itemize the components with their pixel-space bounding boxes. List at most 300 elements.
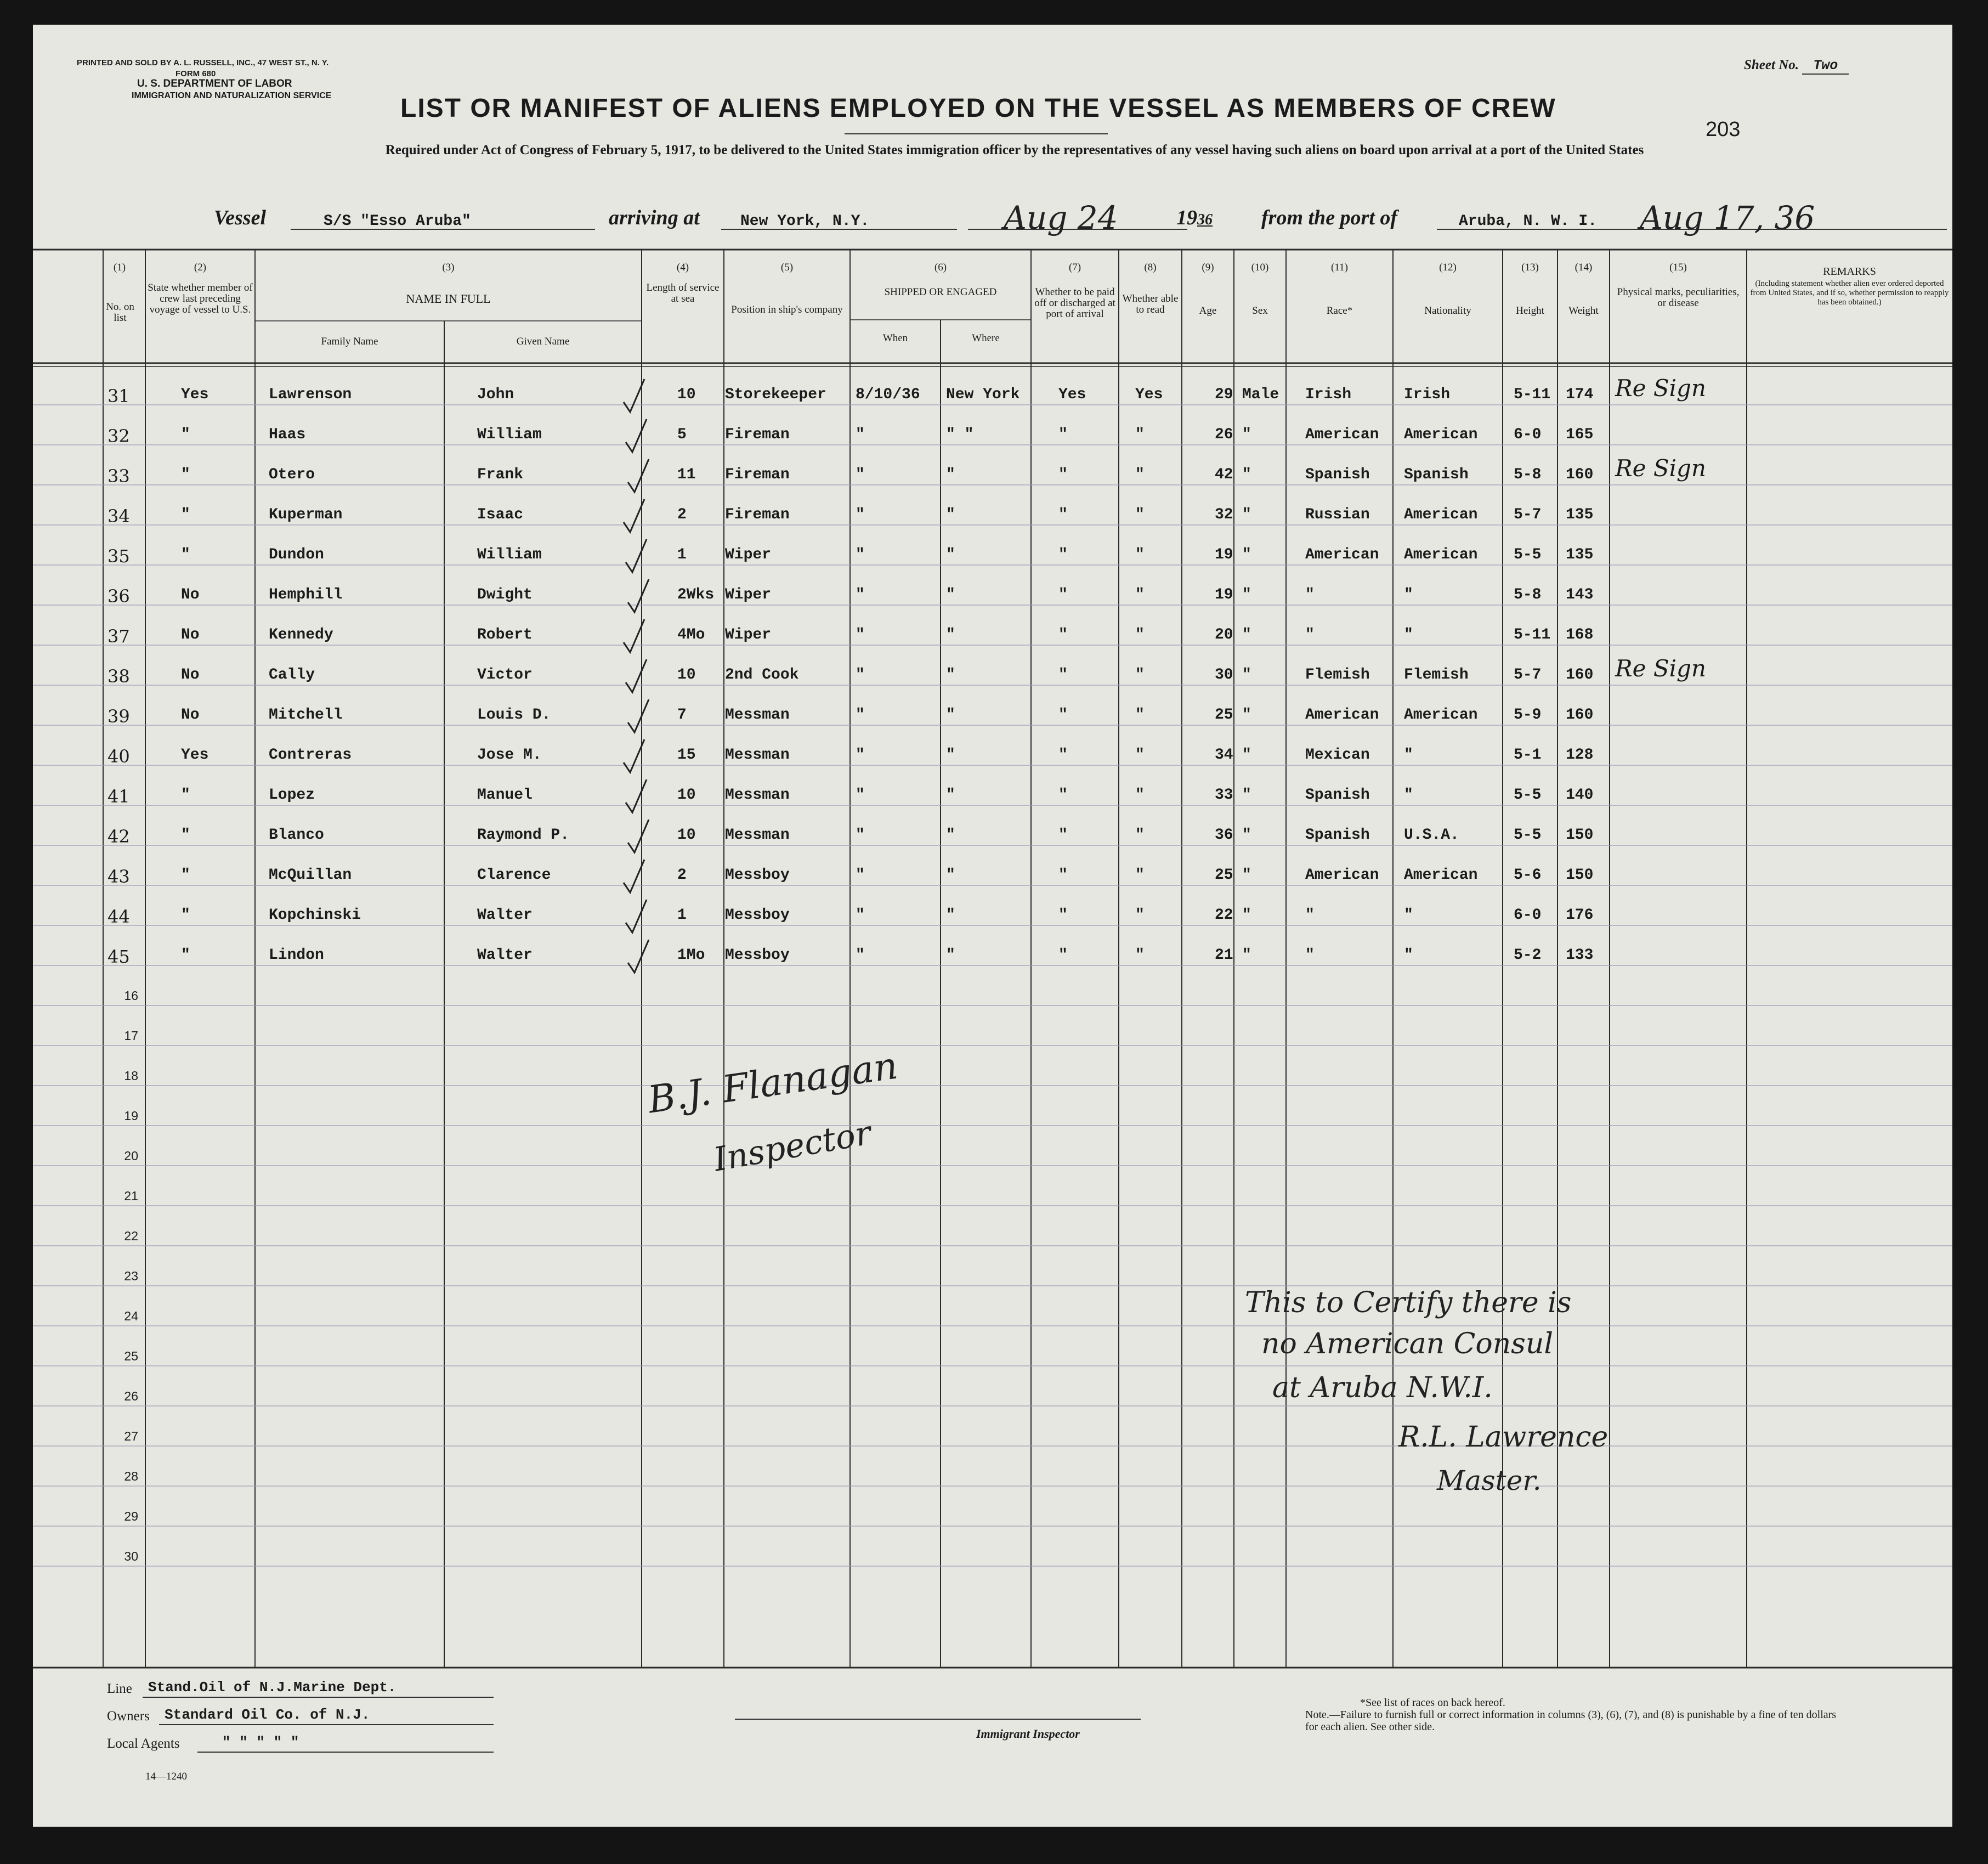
cell-given-name: Manuel — [477, 787, 533, 804]
row-number: 21 — [124, 1189, 138, 1203]
cell-sex: " — [1242, 586, 1251, 603]
cell-sex: " — [1242, 787, 1251, 804]
cell-shipped-where: " — [946, 707, 955, 724]
cell-shipped-when: 8/10/36 — [856, 386, 920, 403]
col-3-header: NAME IN FULL — [406, 292, 491, 306]
col-13-header: Height — [1516, 305, 1544, 317]
cell-paid-off: " — [1058, 666, 1068, 684]
cell-previous-voyage: No — [181, 586, 200, 603]
cell-paid-off: " — [1058, 787, 1068, 804]
master-signature: R.L. Lawrence — [1398, 1421, 1608, 1454]
cell-position: Messman — [725, 707, 790, 724]
sheet-value: Two — [1802, 58, 1849, 75]
cell-shipped-where: New York — [946, 386, 1020, 403]
cell-family-name: Kopchinski — [269, 907, 361, 924]
cell-family-name: Lindon — [269, 947, 324, 964]
cell-shipped-when: " — [856, 586, 865, 603]
page-number: 203 — [1706, 118, 1741, 141]
row-number: 24 — [124, 1309, 138, 1323]
col-14-header: Weight — [1568, 305, 1599, 317]
cell-height: 5-5 — [1514, 787, 1542, 804]
row-number: 25 — [124, 1349, 138, 1363]
cell-previous-voyage: Yes — [181, 386, 209, 403]
cell-nationality: Spanish — [1404, 466, 1469, 483]
cell-age: 30 — [1215, 666, 1233, 684]
cell-previous-voyage: " — [181, 827, 190, 844]
cell-family-name: Contreras — [269, 747, 352, 764]
cell-physical-marks: Re Sign — [1615, 455, 1706, 482]
cell-height: 6-0 — [1514, 426, 1542, 443]
check-mark-icon — [628, 579, 649, 612]
cell-nationality: Flemish — [1404, 666, 1469, 684]
cell-sex: " — [1242, 947, 1251, 964]
cell-paid-off: " — [1058, 747, 1068, 764]
cell-family-name: Otero — [269, 466, 315, 483]
immigrant-inspector-label: Immigrant Inspector — [976, 1727, 1080, 1741]
row-number: 37 — [107, 626, 130, 647]
cell-race: " — [1305, 586, 1315, 603]
cell-paid-off: " — [1058, 907, 1068, 924]
penalty-note: Note.—Failure to furnish full or correct information in columns (3), (6), (7), and (8) is punishable by a fine of ten dollars for each alien. See other side. — [1305, 1709, 1837, 1733]
col-10-number: (10) — [1251, 262, 1269, 273]
cell-age: 29 — [1215, 386, 1233, 403]
cell-age: 36 — [1215, 827, 1233, 844]
master-title: Master. — [1437, 1465, 1542, 1496]
cell-service-length: 1 — [677, 546, 687, 563]
row-number: 36 — [107, 586, 130, 607]
cell-previous-voyage: " — [181, 426, 190, 443]
cell-paid-off: Yes — [1058, 386, 1086, 403]
page-title: LIST OR MANIFEST OF ALIENS EMPLOYED ON THE VESSEL AS MEMBERS OF CREW — [400, 94, 1556, 123]
col-12-header: Nationality — [1424, 305, 1471, 317]
line-value: Stand.Oil of N.J.Marine Dept. — [148, 1679, 397, 1696]
cell-sex: " — [1242, 747, 1251, 764]
cell-able-to-read: " — [1135, 947, 1145, 964]
cell-position: Messman — [725, 747, 790, 764]
cell-shipped-where: " — [946, 666, 955, 684]
col-8-header: Whether able to read — [1122, 293, 1179, 315]
requirement-text: Required under Act of Congress of February 5, 1917, to be delivered to the United States immigration officer by the representatives of any vessel having such aliens on board upon arrival at a port of the United States — [385, 143, 1644, 157]
cell-shipped-when: " — [856, 907, 865, 924]
cell-family-name: Dundon — [269, 546, 324, 563]
col-6-header: SHIPPED OR ENGAGED — [884, 286, 997, 298]
cell-given-name: Jose M. — [477, 747, 542, 764]
when-header: When — [882, 332, 908, 344]
cell-paid-off: " — [1058, 546, 1068, 563]
cell-shipped-where: " — [946, 626, 955, 643]
remarks-subheader: (Including statement whether alien ever ordered deported from United States, and if so, whether permission to reapply has been obtained.) — [1750, 279, 1949, 307]
row-number: 38 — [107, 666, 130, 687]
cell-height: 5-5 — [1514, 827, 1542, 844]
cell-shipped-when: " — [856, 466, 865, 483]
row-number: 18 — [124, 1069, 138, 1083]
check-mark-icon — [628, 940, 649, 973]
cell-paid-off: " — [1058, 426, 1068, 443]
cell-height: 5-6 — [1514, 867, 1542, 884]
cell-position: Fireman — [725, 466, 790, 483]
inspector-signature: B.J. Flanagan — [645, 1044, 900, 1122]
col-13-number: (13) — [1521, 262, 1539, 273]
cell-nationality: " — [1404, 626, 1413, 643]
cell-height: 5-5 — [1514, 546, 1542, 563]
cell-height: 5-8 — [1514, 466, 1542, 483]
cell-shipped-where: " — [946, 586, 955, 603]
check-mark-icon — [626, 780, 647, 812]
cell-age: 22 — [1215, 907, 1233, 924]
cell-sex: " — [1242, 506, 1251, 523]
cell-nationality: American — [1404, 707, 1478, 724]
cell-sex: " — [1242, 426, 1251, 443]
cell-height: 5-11 — [1514, 386, 1551, 403]
row-number: 26 — [124, 1389, 138, 1403]
cell-sex: " — [1242, 867, 1251, 884]
row-number: 35 — [107, 546, 130, 567]
cell-race: " — [1305, 626, 1315, 643]
cell-sex: " — [1242, 707, 1251, 724]
cell-nationality: " — [1404, 747, 1413, 764]
cell-previous-voyage: " — [181, 947, 190, 964]
col-11-header: Race* — [1326, 305, 1353, 317]
where-header: Where — [972, 332, 1000, 344]
cell-nationality: U.S.A. — [1404, 827, 1459, 844]
col-2-header: State whether member of crew last preceding voyage of vessel to U.S. — [148, 282, 253, 315]
cell-nationality: American — [1404, 506, 1478, 523]
cell-shipped-where: " — [946, 907, 955, 924]
arriving-value: New York, N.Y. — [740, 213, 870, 230]
cell-shipped-where: " — [946, 787, 955, 804]
cell-service-length: 2Wks — [677, 586, 715, 603]
row-number: 40 — [107, 746, 130, 767]
row-number: 43 — [107, 866, 130, 887]
cell-able-to-read: " — [1135, 827, 1145, 844]
cell-weight: 168 — [1566, 626, 1594, 643]
cell-family-name: Blanco — [269, 827, 324, 844]
line-label: Line — [107, 1681, 132, 1696]
check-mark-icon — [626, 659, 647, 692]
row-number: 23 — [124, 1269, 138, 1283]
cell-position: 2nd Cook — [725, 666, 799, 684]
cell-weight: 165 — [1566, 426, 1594, 443]
cell-nationality: " — [1404, 947, 1413, 964]
cell-weight: 133 — [1566, 947, 1594, 964]
row-number: 17 — [124, 1029, 138, 1043]
cell-position: Fireman — [725, 426, 790, 443]
cell-given-name: Louis D. — [477, 707, 551, 724]
cell-paid-off: " — [1058, 586, 1068, 603]
col-5-number: (5) — [780, 262, 794, 273]
col-12-number: (12) — [1439, 262, 1457, 273]
cell-shipped-when: " — [856, 947, 865, 964]
cell-given-name: Clarence — [477, 867, 551, 884]
row-number: 19 — [124, 1109, 138, 1123]
cell-able-to-read: " — [1135, 586, 1145, 603]
cell-nationality: American — [1404, 546, 1478, 563]
cell-race: " — [1305, 947, 1315, 964]
cell-position: Fireman — [725, 506, 790, 523]
cell-race: Mexican — [1305, 747, 1370, 764]
cell-weight: 140 — [1566, 787, 1594, 804]
service: IMMIGRATION AND NATURALIZATION SERVICE — [132, 91, 332, 100]
cell-paid-off: " — [1058, 707, 1068, 724]
cell-shipped-when: " — [856, 546, 865, 563]
cell-sex: " — [1242, 546, 1251, 563]
printer-credit: PRINTED AND SOLD BY A. L. RUSSELL, INC., 47 WEST ST., N. Y. — [77, 58, 329, 67]
cell-sex: " — [1242, 666, 1251, 684]
row-number: 34 — [107, 506, 130, 527]
cell-weight: 160 — [1566, 707, 1594, 724]
cell-position: Wiper — [725, 586, 772, 603]
owners-blank — [159, 1724, 494, 1725]
cell-previous-voyage: " — [181, 466, 190, 483]
cell-physical-marks: Re Sign — [1615, 375, 1706, 402]
cell-nationality: Irish — [1404, 386, 1451, 403]
cell-sex: Male — [1242, 386, 1279, 403]
cell-able-to-read: " — [1135, 426, 1145, 443]
cell-service-length: 10 — [677, 666, 696, 684]
cell-shipped-where: " — [946, 546, 955, 563]
cell-shipped-when: " — [856, 707, 865, 724]
col-9-number: (9) — [1202, 262, 1214, 273]
check-mark-icon — [628, 699, 649, 732]
col-5-header: Position in ship's company — [731, 304, 843, 315]
cell-service-length: 10 — [677, 386, 696, 403]
cell-position: Messboy — [725, 907, 790, 924]
cell-given-name: William — [477, 426, 542, 443]
cell-service-length: 7 — [677, 707, 687, 724]
cell-shipped-when: " — [856, 787, 865, 804]
cell-previous-voyage: No — [181, 666, 200, 684]
cell-age: 19 — [1215, 546, 1233, 563]
row-number: 42 — [107, 826, 130, 847]
cell-weight: 135 — [1566, 506, 1594, 523]
col-2-number: (2) — [194, 262, 207, 273]
cell-paid-off: " — [1058, 506, 1068, 523]
cell-service-length: 1 — [677, 907, 687, 924]
cell-position: Messman — [725, 827, 790, 844]
row-number: 30 — [124, 1549, 138, 1563]
row-number: 41 — [107, 786, 130, 807]
cell-age: 26 — [1215, 426, 1233, 443]
check-mark-icon — [626, 539, 647, 572]
cell-given-name: Isaac — [477, 506, 524, 523]
manifest-sheet — [33, 25, 1952, 1827]
form-number: FORM 680 — [175, 69, 216, 78]
certificate-line: no American Consul — [1261, 1328, 1553, 1360]
cell-previous-voyage: No — [181, 707, 200, 724]
cell-paid-off: " — [1058, 827, 1068, 844]
cell-age: 21 — [1215, 947, 1233, 964]
cell-physical-marks: Re Sign — [1615, 655, 1706, 682]
cell-paid-off: " — [1058, 626, 1068, 643]
cell-height: 5-2 — [1514, 947, 1542, 964]
cell-shipped-where: " — [946, 506, 955, 523]
row-number: 33 — [107, 466, 130, 487]
cell-race: American — [1305, 426, 1379, 443]
col-6-number: (6) — [934, 262, 947, 273]
cell-position: Messboy — [725, 947, 790, 964]
col-9-header: Age — [1199, 305, 1217, 317]
cell-able-to-read: " — [1135, 506, 1145, 523]
row-number: 16 — [124, 989, 138, 1003]
owners-label: Owners — [107, 1709, 150, 1724]
cell-service-length: 1Mo — [677, 947, 705, 964]
cell-height: 5-9 — [1514, 707, 1542, 724]
cell-service-length: 11 — [677, 466, 696, 483]
cell-shipped-where: " — [946, 827, 955, 844]
check-mark-icon — [628, 820, 649, 852]
cell-position: Messboy — [725, 867, 790, 884]
year-prefix: 19 — [1176, 206, 1197, 229]
cell-family-name: McQuillan — [269, 867, 352, 884]
col-10-header: Sex — [1252, 305, 1268, 317]
cell-previous-voyage: Yes — [181, 747, 209, 764]
check-mark-icon — [626, 419, 647, 452]
cell-age: 19 — [1215, 586, 1233, 603]
form-code: 14—1240 — [145, 1771, 187, 1782]
department: U. S. DEPARTMENT OF LABOR — [137, 78, 292, 89]
cell-given-name: Raymond P. — [477, 827, 570, 844]
cell-nationality: " — [1404, 907, 1413, 924]
cell-race: Flemish — [1305, 666, 1370, 684]
row-number: 31 — [107, 386, 130, 406]
cell-race: Russian — [1305, 506, 1370, 523]
cell-able-to-read: " — [1135, 787, 1145, 804]
cell-able-to-read: " — [1135, 666, 1145, 684]
cell-able-to-read: " — [1135, 626, 1145, 643]
cell-family-name: Kennedy — [269, 626, 333, 643]
row-number: 27 — [124, 1429, 138, 1443]
col-7-header: Whether to be paid off or discharged at port of arrival — [1034, 286, 1115, 320]
port-value: Aruba, N. W. I. — [1459, 213, 1598, 230]
arriving-label: arriving at — [609, 206, 700, 229]
col-4-header: Length of service at sea — [646, 282, 720, 304]
col-7-number: (7) — [1068, 262, 1081, 273]
agents-label: Local Agents — [107, 1736, 180, 1751]
cell-able-to-read: " — [1135, 707, 1145, 724]
row-number: 20 — [124, 1149, 138, 1163]
cell-shipped-when: " — [856, 426, 865, 443]
cell-race: American — [1305, 707, 1379, 724]
cell-service-length: 4Mo — [677, 626, 705, 643]
cell-family-name: Lawrenson — [269, 386, 352, 403]
row-number: 29 — [124, 1509, 138, 1523]
cell-given-name: Robert — [477, 626, 533, 643]
cell-family-name: Cally — [269, 666, 315, 684]
cell-family-name: Hemphill — [269, 586, 343, 603]
inspector-blank — [735, 1719, 1141, 1720]
agents-value: " " " " " — [222, 1734, 299, 1750]
cell-height: 5-11 — [1514, 626, 1551, 643]
cell-race: Spanish — [1305, 787, 1370, 804]
cell-weight: 176 — [1566, 907, 1594, 924]
check-mark-icon — [628, 459, 649, 492]
certificate-line: This to Certify there is — [1245, 1286, 1572, 1319]
certificate-line: at Aruba N.W.I. — [1272, 1371, 1493, 1404]
cell-age: 34 — [1215, 747, 1233, 764]
cell-shipped-when: " — [856, 506, 865, 523]
cell-position: Storekeeper — [725, 386, 826, 403]
cell-able-to-read: Yes — [1135, 386, 1163, 403]
cell-race: American — [1305, 546, 1379, 563]
cell-family-name: Kuperman — [269, 506, 343, 523]
check-mark-icon — [626, 900, 647, 933]
row-number: 22 — [124, 1229, 138, 1243]
cell-service-length: 15 — [677, 747, 696, 764]
col-15-number: (15) — [1669, 262, 1687, 273]
cell-nationality: " — [1404, 586, 1413, 603]
cell-weight: 160 — [1566, 666, 1594, 684]
cell-age: 33 — [1215, 787, 1233, 804]
cell-weight: 150 — [1566, 867, 1594, 884]
cell-paid-off: " — [1058, 466, 1068, 483]
col-15-header: Physical marks, peculiarities, or disease — [1617, 286, 1740, 309]
cell-family-name: Mitchell — [269, 707, 343, 724]
cell-previous-voyage: " — [181, 867, 190, 884]
row-number: 44 — [107, 906, 130, 927]
col-11-number: (11) — [1331, 262, 1348, 273]
cell-shipped-where: " — [946, 867, 955, 884]
cell-service-length: 5 — [677, 426, 687, 443]
vessel-label: Vessel — [214, 206, 266, 229]
cell-height: 5-7 — [1514, 506, 1542, 523]
cell-given-name: Victor — [477, 666, 533, 684]
cell-given-name: William — [477, 546, 542, 563]
given-name-header: Given Name — [516, 336, 570, 347]
row-number: 32 — [107, 426, 130, 447]
cell-able-to-read: " — [1135, 546, 1145, 563]
cell-weight: 128 — [1566, 747, 1594, 764]
cell-weight: 143 — [1566, 586, 1594, 603]
cell-position: Messman — [725, 787, 790, 804]
cell-race: Irish — [1305, 386, 1352, 403]
cell-age: 25 — [1215, 707, 1233, 724]
races-note: *See list of races on back hereof. — [1360, 1697, 1505, 1709]
cell-service-length: 10 — [677, 787, 696, 804]
cell-service-length: 2 — [677, 506, 687, 523]
cell-shipped-when: " — [856, 827, 865, 844]
inspector-signature-title: Inspector — [711, 1114, 874, 1179]
cell-position: Wiper — [725, 546, 772, 563]
cell-sex: " — [1242, 827, 1251, 844]
cell-shipped-where: " " — [946, 426, 974, 443]
cell-shipped-where: " — [946, 747, 955, 764]
cell-given-name: Walter — [477, 947, 533, 964]
agents-blank — [197, 1752, 494, 1753]
cell-given-name: Dwight — [477, 586, 533, 603]
cell-able-to-read: " — [1135, 466, 1145, 483]
year-suffix: 36 — [1197, 211, 1213, 228]
cell-sex: " — [1242, 466, 1251, 483]
owners-value: Standard Oil Co. of N.J. — [165, 1707, 370, 1723]
cell-service-length: 2 — [677, 867, 687, 884]
cell-age: 42 — [1215, 466, 1233, 483]
cell-previous-voyage: " — [181, 546, 190, 563]
cell-previous-voyage: " — [181, 787, 190, 804]
row-number: 39 — [107, 706, 130, 727]
cell-previous-voyage: " — [181, 907, 190, 924]
departure-date: Aug 17, 36 — [1640, 199, 1815, 236]
cell-shipped-where: " — [946, 466, 955, 483]
cell-shipped-when: " — [856, 666, 865, 684]
cell-shipped-when: " — [856, 867, 865, 884]
cell-race: Spanish — [1305, 827, 1370, 844]
cell-able-to-read: " — [1135, 867, 1145, 884]
cell-height: 5-1 — [1514, 747, 1542, 764]
cell-height: 6-0 — [1514, 907, 1542, 924]
cell-given-name: John — [477, 386, 514, 403]
cell-given-name: Frank — [477, 466, 524, 483]
cell-weight: 160 — [1566, 466, 1594, 483]
